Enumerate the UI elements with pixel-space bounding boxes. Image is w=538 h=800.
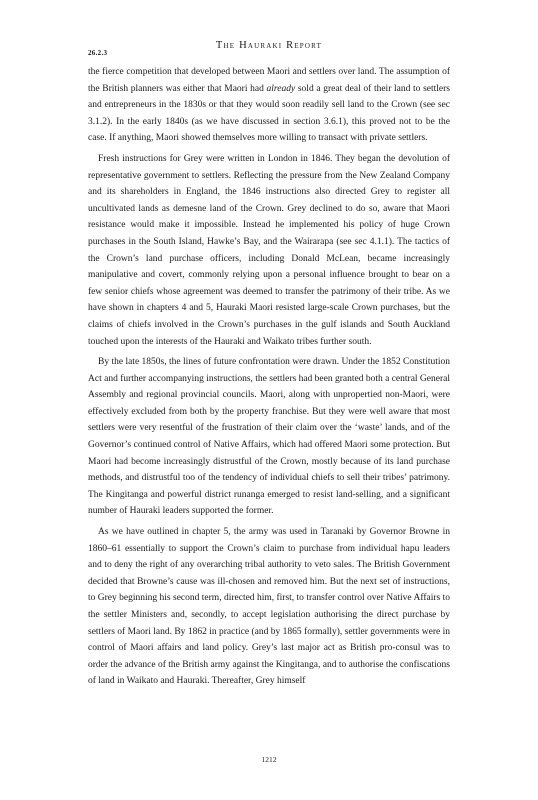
paragraph-text: the fierce competition that developed between Maori and settlers over land. The assumption of the British planners was either that Maori had xyxy=(88,67,450,94)
paragraph-text: sold a great deal of their land to settlers and entrepreneurs in the 1830s or that they would soon readily sell land to the Crown (see sec 3.1.2). In the early 1840s (as we have discussed in section 3.6.1), this proved not to be the case. If anything, Maori showed themselves more willing to transact with private settlers. xyxy=(88,83,450,144)
section-number: 26.2.3 xyxy=(88,49,108,57)
page-number: 1212 xyxy=(261,755,277,764)
body-text xyxy=(88,64,450,694)
paragraph: Fresh instructions for Grey were written in London in 1846. They began the devolution of representative government to settlers. Reflecting the pressure from the New Zealand Company and its shareholders in England, the 1846 instructions also directed Grey to register all uncultivated lands as demesne land of the Crown. Grey declined to do so, aware that Maori resistance would make it impossible. Instead he implemented his policy of huge Crown purchases in the South Island, Hawke’s Bay, and the Wairarapa (see sec 4.1.1). The tactics of the Crown’s land purchase officers, including Donald McLean, became increasingly manipulative and covert, commonly relying upon a personal influence brought to bear on a few senior chiefs whose agreement was deemed to transfer the patrimony of their tribe. As we have shown in chapters 4 and 5, Hauraki Maori resisted large-scale Crown purchases, but the claims of chiefs involved in the Crown’s purchases in the gulf islands and South Auckland touched upon the interests of the Hauraki and Waikato tribes further south. xyxy=(88,153,450,347)
paragraph: As we have outlined in chapter 5, the army was used in Taranaki by Governor Browne in 1860–61 essentially to support the Crown’s claim to purchase from individual hapu leaders and to deny the right of any overarching tribal authority to veto sales. The British Government decided that Browne’s cause was ill-chosen and removed him. But the next set of instructions, to Grey beginning his second term, directed him, first, to transfer control over Native Affairs to the settler Ministers and, secondly, to accept legislation authorising the direct purchase by settlers of Maori land. By 1862 in practice (and by 1865 formally), settler governments were in control of Maori affairs and land policy. Grey’s last major act as British pro-consul was to order the advance of the British army against the Kingitanga, and to authorise the confiscations of land in Waikato and Hauraki. Thereafter, Grey himself xyxy=(88,527,450,687)
paragraph xyxy=(88,64,450,147)
paragraph: By the late 1850s, the lines of future confrontation were drawn. Under the 1852 Constitution Act and further accompanying instructions, the settlers had been granted both a central General Assembly and regional provincial councils. Maori, along with unpropertied non-Maori, were effectively excluded from both by the property franchise. But they were well aware that most settlers were very resentful of the frustration of their claim over the ‘waste’ lands, and of the Governor’s continued control of Native Affairs, which had offered Maori some protection. But Maori had become increasingly distrustful of the Crown, mostly because of its land purchase methods, and distrustful too of the tendency of individual chiefs to sell their tribes’ patrimony. The Kingitanga and powerful district runanga emerged to resist land-selling, and a significant number of Hauraki leaders supported the former. xyxy=(88,357,450,517)
emphasis-text: already xyxy=(266,83,296,94)
running-head-title: The Hauraki Report xyxy=(215,40,323,51)
